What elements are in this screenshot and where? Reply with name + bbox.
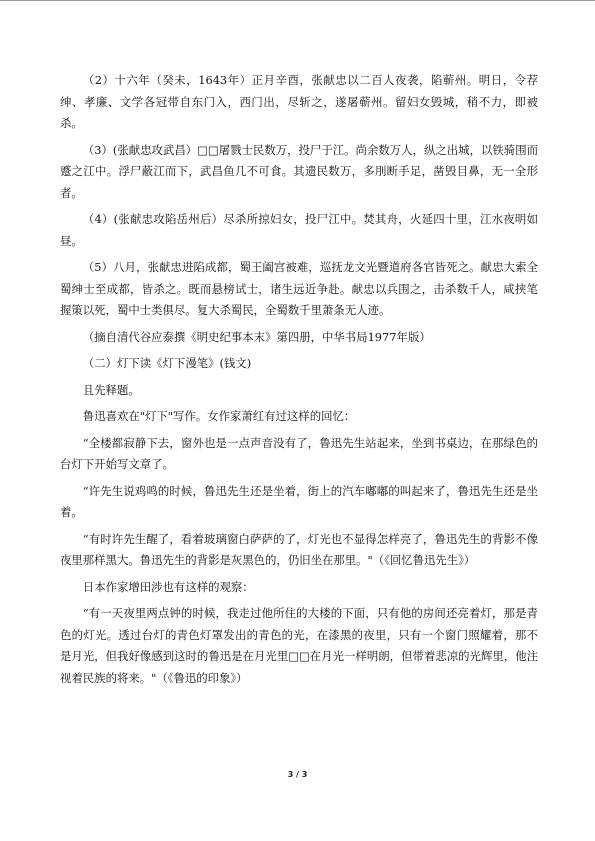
quote-4: “有一天夜里两点钟的时候，我走过他所住的大楼的下面，只有他的房间还亮着灯，那是青色的灯光。透过台灯的青色灯罩发出的青色的光，在漆黑的夜里，只有一个窗门照耀着，那不是月光，但我好像感到这时的鲁迅是在月光里□□在月光一样明朗，但带着悲凉的光辉里，他注视着民族的将来。"（《鲁迅的印象》） (60, 606, 538, 685)
paragraph-4: （5）八月，张献忠进陷成都，蜀王阖宫被难，巡抚龙文光暨道府各官皆死之。献忠大索全蜀绅士至成都，皆杀之。既而悬榜试士，诸生远近争赴。献忠以兵围之，击杀数千人，咸挟笔握策以死，蜀中士类俱尽。复大杀蜀民，全蜀数千里萧条无人迹。 (60, 260, 538, 317)
paragraph-8: 鲁迅喜欢在"灯下"写作。女作家萧红有过这样的回忆： (82, 409, 356, 423)
page-number: 3 / 3 (287, 770, 308, 779)
quote-2: “许先生说鸡鸣的时候，鲁迅先生还是坐着，街上的汽车嘟嘟的叫起来了，鲁迅先生还是坐着。 (60, 483, 538, 519)
source-citation: （摘自清代谷应泰撰《明史纪事本末》第四册，中华书局1977年版） (82, 329, 431, 344)
section-heading: （二）灯下读《灯下漫笔》(钱文) (82, 356, 252, 370)
paragraph-1: （2）十六年（癸未，1643年）正月辛酉，张献忠以二百人夜袭，陷蕲州。明日，令荐绅、孝廉、文学各冠带自东门入，西门出，尽斩之，遂屠蕲州。留妇女毁城，稍不力，即被杀。 (60, 73, 538, 130)
quote-1: “全楼都寂静下去，窗外也是一点声音没有了，鲁迅先生站起来，坐到书桌边，在那绿色的台灯下开始写文章了。 (60, 435, 538, 471)
paragraph-12: 日本作家增田涉也有这样的观察： (82, 579, 254, 594)
paragraph-7: 且先释题。 (82, 382, 140, 397)
paragraph-2: （3）(张献忠攻武昌）□□屠戮士民数万，投尸于江。尚余数万人，纵之出城，以铁骑围而蹙之江中。浮尸蔽江而下，武昌鱼几不可食。其遗民数万，多刖断手足，凿毁目鼻，无一全形者。 (60, 142, 538, 200)
quote-3: “有时许先生醒了，看着玻璃窗白萨萨的了，灯光也不显得怎样亮了，鲁迅先生的背影不像夜里那样黑大。鲁迅先生的背影是灰黑色的，仍旧坐在那里。"（《回忆鲁迅先生》） (60, 531, 538, 567)
document-body (60, 70, 538, 694)
paragraph-3: （4）(张献忠攻陷岳州后）尽杀所掠妇女，投尸江中。焚其舟，火延四十里，江水夜明如昼。 (60, 212, 538, 248)
header-rule (0, 0, 595, 1)
